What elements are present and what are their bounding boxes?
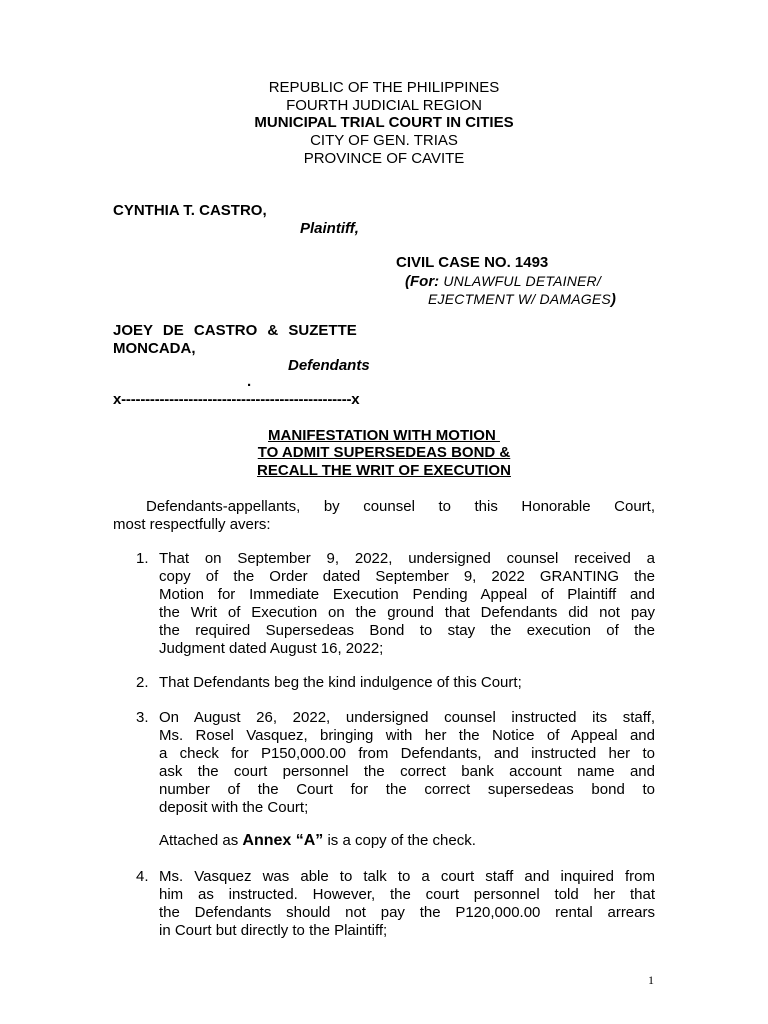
item4-line: Ms. Vasquez was able to talk to a court staff and inquired from <box>159 868 655 885</box>
stray-mark: . <box>247 373 252 390</box>
header-republic: REPUBLIC OF THE PHILIPPINES <box>268 79 500 96</box>
item1-line: That on September 9, 2022, undersigned counsel received a <box>159 550 655 567</box>
title-line2: TO ADMIT SUPERSEDEAS BOND & <box>257 444 511 461</box>
nature-text-1: UNLAWFUL DETAINER/ <box>443 273 601 289</box>
item1-line: the Writ of Execution on the ground that Defendants did not pay <box>159 603 655 621</box>
item1-line: the required Supersedeas Bond to stay the execution of the <box>159 621 655 639</box>
item3-line: a check for P150,000.00 from Defendants, and instructed her to <box>159 744 655 762</box>
item1-line: Motion for Immediate Execution Pending Appeal of Plaintiff and <box>159 585 655 603</box>
item-paragraph-2 <box>159 674 655 692</box>
item-number-4: 4. <box>136 868 149 885</box>
item-paragraph-4 <box>159 868 655 940</box>
annex-line <box>159 832 476 850</box>
item3-line: number of the Court for the correct supersedeas bond to <box>159 780 655 798</box>
item-number-1: 1. <box>136 550 149 567</box>
defendants-role: Defendants <box>288 357 370 374</box>
header-city: CITY OF GEN. TRIAS <box>310 132 458 149</box>
case-nature-line2 <box>428 290 616 309</box>
case-number: CIVIL CASE NO. 1493 <box>396 254 549 271</box>
item1-line: Judgment dated August 16, 2022; <box>159 639 384 657</box>
header-province: PROVINCE OF CAVITE <box>303 150 465 167</box>
nature-text-2: EJECTMENT W/ DAMAGES <box>428 291 611 307</box>
header-court: MUNICIPAL TRIAL COURT IN CITIES <box>254 114 514 131</box>
annex-suffix: is a copy of the check. <box>323 832 476 849</box>
intro-line1: Defendants-appellants, by counsel to this Honorable Court, <box>146 498 655 515</box>
case-nature-line1 <box>405 272 601 291</box>
defendants-line1 <box>113 322 389 340</box>
annex-label: Annex “A” <box>242 832 324 849</box>
item3-line: deposit with the Court; <box>159 798 309 816</box>
item3-line: On August 26, 2022, undersigned counsel instructed its staff, <box>159 709 655 726</box>
item4-line: in Court but directly to the Plaintiff; <box>159 921 388 939</box>
item1-line: copy of the Order dated September 9, 2022 GRANTING the <box>159 567 655 585</box>
plaintiff-name: CYNTHIA T. CASTRO, <box>113 202 267 219</box>
intro-paragraph <box>113 498 655 534</box>
item2-line: That Defendants beg the kind indulgence of this Court; <box>159 674 522 691</box>
plaintiff-role: Plaintiff, <box>300 220 359 237</box>
page-number: 1 <box>648 973 654 987</box>
item4-line: the Defendants should not pay the P120,000.00 rental arrears <box>159 903 655 921</box>
defendants-line2: MONCADA, <box>113 340 196 357</box>
item3-line: ask the court personnel the correct bank account name and <box>159 762 655 780</box>
item-number-2: 2. <box>136 674 149 691</box>
annex-prefix: Attached as <box>159 832 243 849</box>
item3-line: Ms. Rosel Vasquez, bringing with her the Notice of Appeal and <box>159 726 655 744</box>
item-number-3: 3. <box>136 709 149 726</box>
nature-close: ) <box>610 291 616 308</box>
title-line1: MANIFESTATION WITH MOTION <box>268 427 500 444</box>
title-line3: RECALL THE WRIT OF EXECUTION <box>257 462 511 479</box>
header-region: FOURTH JUDICIAL REGION <box>286 97 482 114</box>
intro-line2: most respectfully avers: <box>113 515 271 533</box>
item-paragraph-1 <box>159 550 655 657</box>
defendants-names: JOEY DE CASTRO & SUZETTE <box>113 322 357 339</box>
item-paragraph-3 <box>159 709 655 816</box>
caption-separator: x------------------------------------------------x <box>113 391 360 408</box>
for-label: (For: <box>405 273 440 290</box>
item4-line: him as instructed. However, the court personnel told her that <box>159 885 655 903</box>
